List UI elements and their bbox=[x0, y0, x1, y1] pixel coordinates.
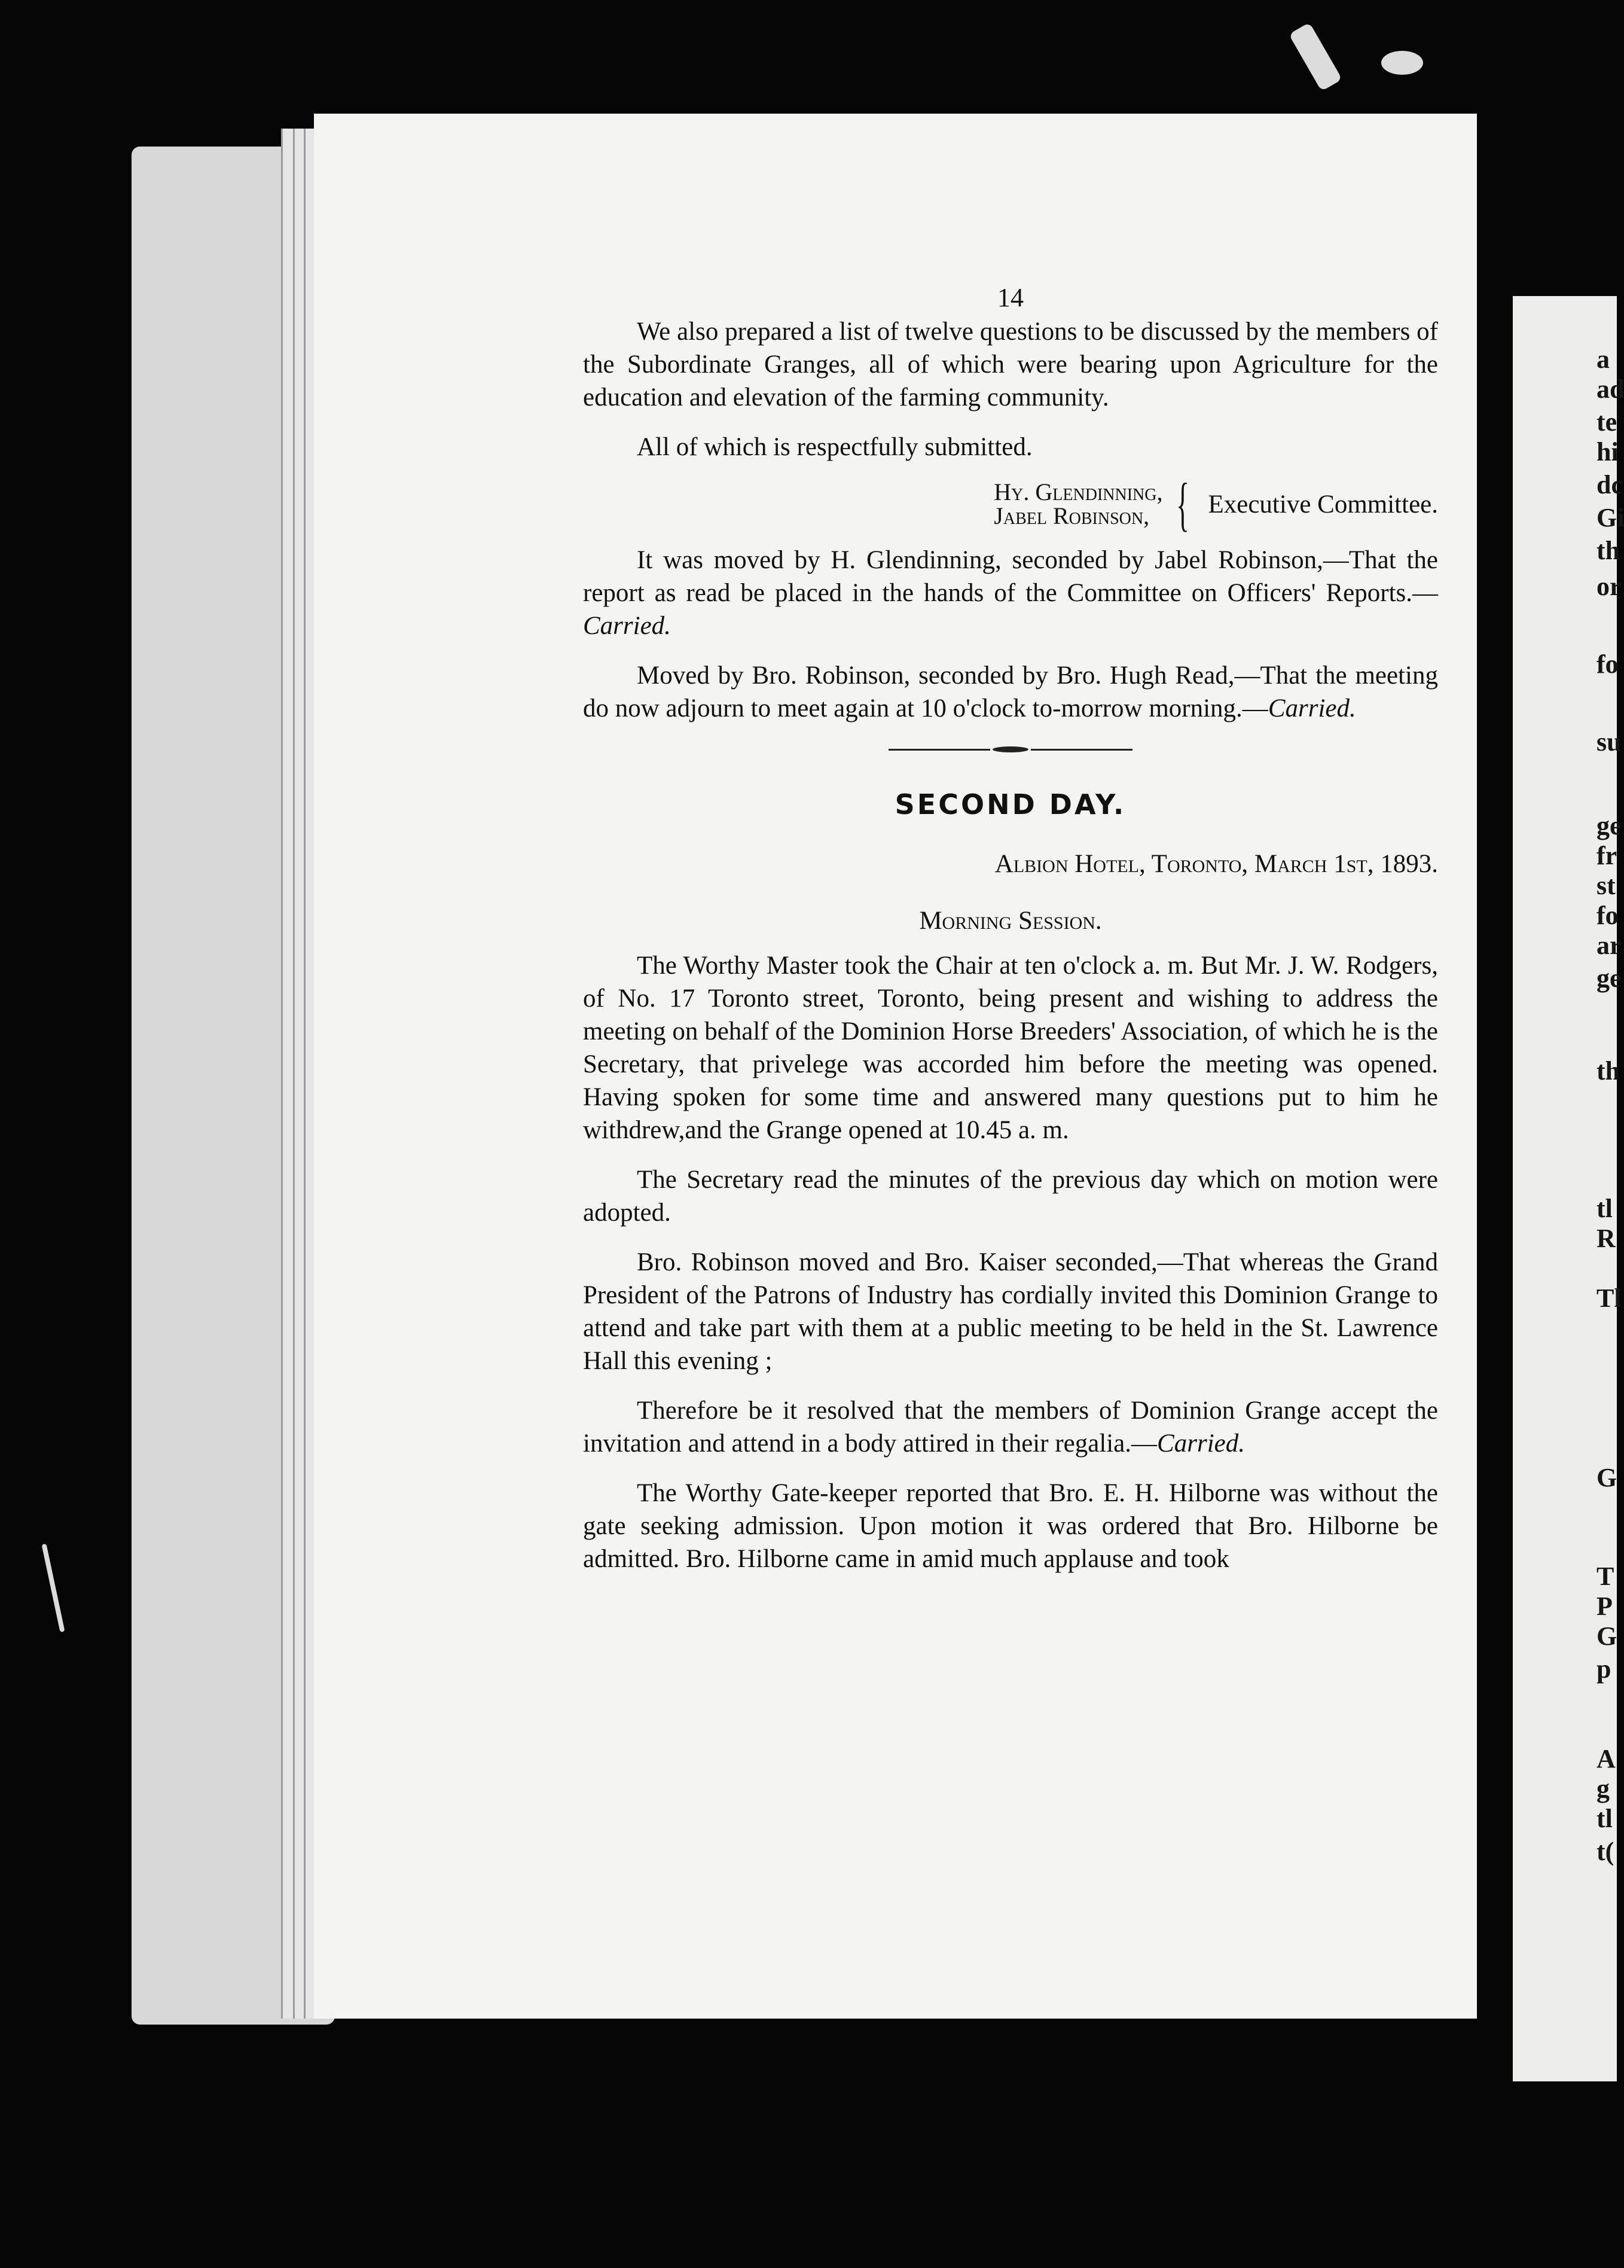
facing-page-fragment: G bbox=[1596, 1621, 1617, 1651]
paragraph-resolution bbox=[583, 1394, 1438, 1460]
scan-speck bbox=[1381, 51, 1423, 75]
facing-page-fragment: ge bbox=[1596, 811, 1622, 840]
facing-page-fragment: ge bbox=[1596, 964, 1622, 993]
scan-speck bbox=[1289, 22, 1342, 91]
facing-page-fragment: or bbox=[1596, 572, 1622, 601]
paragraph-adjourn bbox=[583, 659, 1438, 725]
facing-page-fragment: G bbox=[1596, 1463, 1617, 1492]
facing-page-fragment: ad bbox=[1596, 374, 1624, 404]
facing-page-fragment: R bbox=[1596, 1224, 1616, 1253]
facing-page-fragment: fr bbox=[1596, 841, 1617, 870]
signature-name-2: Jabel Robinson, bbox=[994, 502, 1150, 529]
facing-page-fragment: tl bbox=[1596, 1194, 1613, 1223]
carried-label: Carried. bbox=[1268, 694, 1356, 723]
session-heading: Morning Session. bbox=[919, 907, 1102, 935]
divider-line bbox=[889, 749, 990, 751]
facing-page-fragment: fo bbox=[1596, 901, 1619, 930]
facing-page-fragment: tl bbox=[1596, 1804, 1613, 1833]
facing-page-fragment: st bbox=[1596, 871, 1616, 900]
paragraph-questions: We also prepared a list of twelve questions to be discussed by the members of the Subordinate Granges, all of which were bearing upon Agriculture for the education and elevation of the farming community. bbox=[583, 318, 1438, 411]
signature-committee: Executive Committee. bbox=[1208, 490, 1438, 519]
paragraph-motion-report bbox=[583, 544, 1438, 642]
facing-page-fragment: hi bbox=[1596, 437, 1619, 467]
facing-page-fragment: ar bbox=[1596, 931, 1622, 960]
page-text-column bbox=[583, 281, 1438, 1592]
facing-page-fragment: te bbox=[1596, 407, 1617, 437]
day-heading: SECOND DAY. bbox=[895, 788, 1127, 821]
carried-label: Carried. bbox=[1157, 1429, 1245, 1458]
carried-label: Carried. bbox=[583, 612, 671, 640]
section-divider-ornament bbox=[583, 746, 1438, 752]
scan-speck bbox=[41, 1544, 65, 1632]
facing-page-fragment: fo bbox=[1596, 650, 1619, 679]
paragraph-invitation-motion: Bro. Robinson moved and Bro. Kaiser seconded,—That whereas the Grand President of the Patrons of Industry has cordially invited this Dominion Grange to attend and take part with them at a public meeting to be held in the St. Lawrence Hall this evening ; bbox=[583, 1248, 1438, 1375]
paragraph-minutes: The Secretary read the minutes of the previous day which on motion were adopted. bbox=[583, 1166, 1438, 1227]
paragraph-submitted: All of which is respectfully submitted. bbox=[637, 433, 1033, 461]
facing-page-fragment: P bbox=[1596, 1592, 1613, 1621]
facing-page-fragment: A bbox=[1596, 1744, 1616, 1773]
motion-text: Therefore be it resolved that the members of Dominion Grange accept the invitation and attend in a body attired in their regalia.— bbox=[583, 1397, 1438, 1458]
divider-knot bbox=[993, 746, 1028, 752]
facing-page-fragment: th bbox=[1596, 1056, 1620, 1086]
facing-page bbox=[1513, 296, 1624, 2081]
facing-page-fragment: a bbox=[1596, 345, 1610, 374]
facing-page-fragment: p bbox=[1596, 1654, 1611, 1684]
facing-page-fragment: Gi bbox=[1596, 503, 1624, 532]
facing-page-fragment: th bbox=[1596, 536, 1620, 565]
divider-line bbox=[1031, 749, 1132, 751]
signature-name-1: Hy. Glendinning, bbox=[994, 478, 1163, 505]
paragraph-gate-keeper: The Worthy Gate-keeper reported that Bro. E. H. Hilborne was without the gate seeking admission. Upon motion it was ordered that Bro. Hilborne be admitted. Bro. Hilborne came in amid much applause and took bbox=[583, 1479, 1438, 1573]
facing-page-fragment: su bbox=[1596, 727, 1622, 757]
facing-page-fragment: Tl bbox=[1596, 1284, 1622, 1313]
facing-page-fragment: g bbox=[1596, 1774, 1610, 1803]
signature-names bbox=[994, 480, 1162, 528]
motion-text: It was moved by H. Glendinning, seconded by Jabel Robinson,—That the report as read be placed in the hands of the Committee on Officers' Reports.— bbox=[583, 546, 1438, 607]
brace-icon: { bbox=[1176, 471, 1190, 537]
page-number: 14 bbox=[997, 283, 1024, 312]
paragraph-worthy-master: The Worthy Master took the Chair at ten o'clock a. m. But Mr. J. W. Rodgers, of No. 17 Toronto street, Toronto, being present and wishing to address the meeting on behalf of the Dominion Horse Breeders' Association, of which he is the Secretary, that privelege was accorded him before the meeting was opened. Having spoken for some time and answered many questions put to him he withdrew,and the Grange opened at 10.45 a. m. bbox=[583, 952, 1438, 1144]
facing-page-fragment: t( bbox=[1596, 1837, 1614, 1866]
motion-text: Moved by Bro. Robinson, seconded by Bro. Hugh Read,—That the meeting do now adjourn to meet again at 10 o'clock to-morrow morning.— bbox=[583, 662, 1438, 723]
dateline: Albion Hotel, Toronto, March 1st, 1893. bbox=[994, 850, 1438, 878]
facing-page-fragment: T bbox=[1596, 1562, 1614, 1591]
facing-page-fragment: dc bbox=[1596, 470, 1623, 499]
signature-block bbox=[583, 471, 1438, 537]
